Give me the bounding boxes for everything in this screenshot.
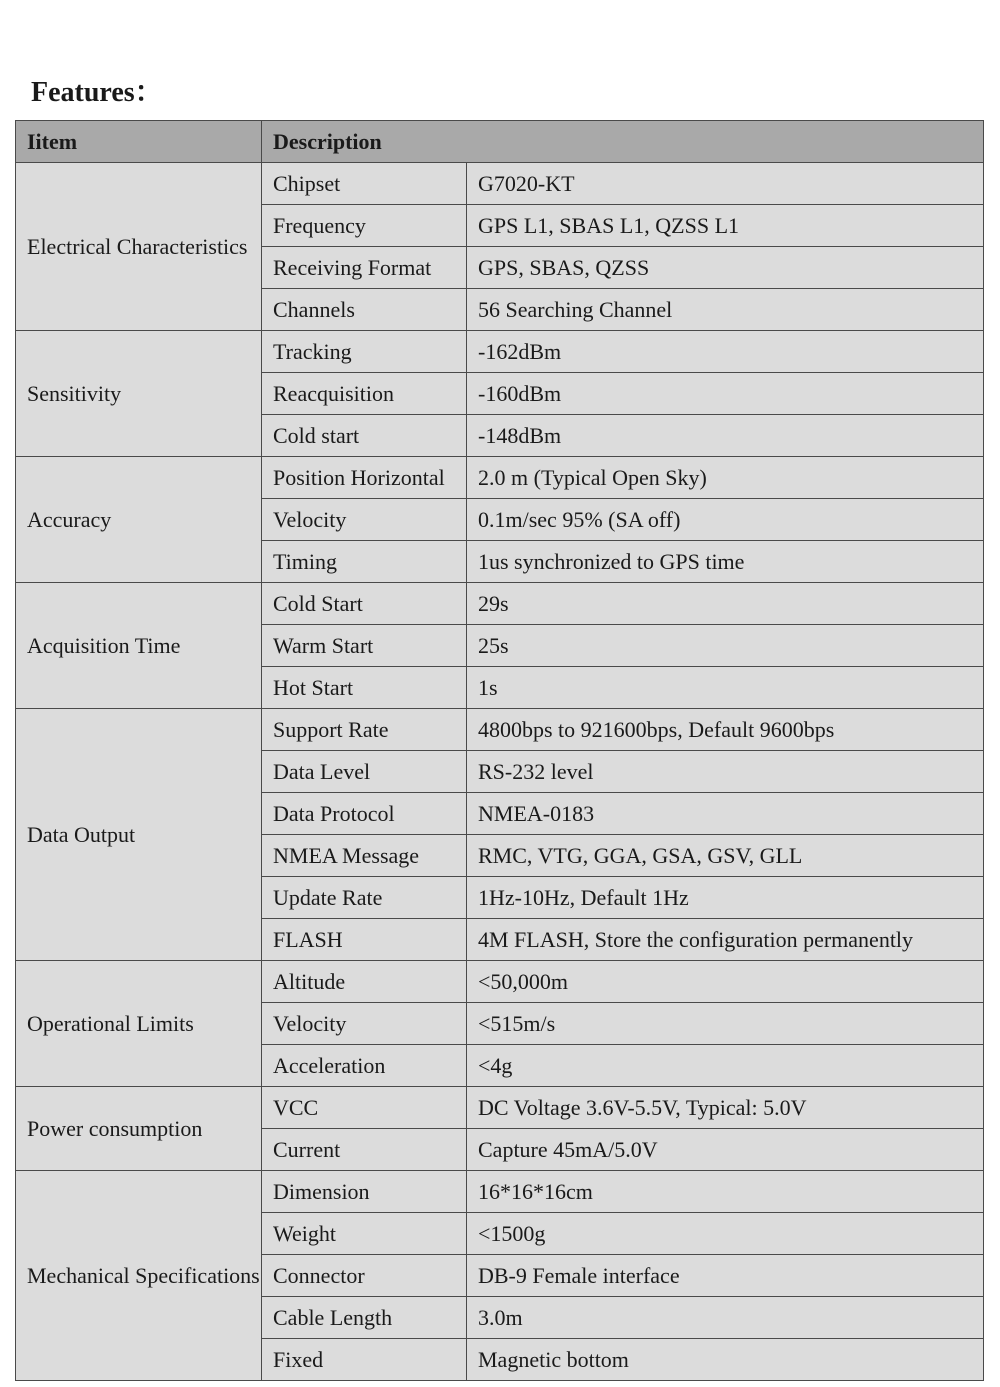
- value-cell: Magnetic bottom: [467, 1339, 984, 1381]
- parameter-cell: Cold Start: [262, 583, 467, 625]
- features-table: [15, 120, 984, 1381]
- group-label: Sensitivity: [16, 331, 262, 457]
- header-item: Iitem: [16, 121, 262, 163]
- page-title: Features：: [31, 77, 163, 108]
- value-cell: 3.0m: [467, 1297, 984, 1339]
- group-label: Operational Limits: [16, 961, 262, 1087]
- group-label: Acquisition Time: [16, 583, 262, 709]
- table-row: [16, 961, 984, 1003]
- table-row: [16, 709, 984, 751]
- table-body: [16, 163, 984, 1381]
- group-label: Electrical Characteristics: [16, 163, 262, 331]
- parameter-cell: Acceleration: [262, 1045, 467, 1087]
- parameter-cell: Velocity: [262, 1003, 467, 1045]
- value-cell: 56 Searching Channel: [467, 289, 984, 331]
- parameter-cell: Timing: [262, 541, 467, 583]
- parameter-cell: Data Protocol: [262, 793, 467, 835]
- parameter-cell: Fixed: [262, 1339, 467, 1381]
- parameter-cell: Frequency: [262, 205, 467, 247]
- group-label: Data Output: [16, 709, 262, 961]
- table-row: [16, 457, 984, 499]
- parameter-cell: Tracking: [262, 331, 467, 373]
- value-cell: <4g: [467, 1045, 984, 1087]
- value-cell: <515m/s: [467, 1003, 984, 1045]
- value-cell: G7020-KT: [467, 163, 984, 205]
- parameter-cell: Connector: [262, 1255, 467, 1297]
- parameter-cell: Update Rate: [262, 877, 467, 919]
- parameter-cell: Warm Start: [262, 625, 467, 667]
- value-cell: RMC, VTG, GGA, GSA, GSV, GLL: [467, 835, 984, 877]
- parameter-cell: Reacquisition: [262, 373, 467, 415]
- value-cell: NMEA-0183: [467, 793, 984, 835]
- parameter-cell: Dimension: [262, 1171, 467, 1213]
- parameter-cell: Position Horizontal: [262, 457, 467, 499]
- value-cell: -162dBm: [467, 331, 984, 373]
- parameter-cell: FLASH: [262, 919, 467, 961]
- value-cell: 29s: [467, 583, 984, 625]
- parameter-cell: Cold start: [262, 415, 467, 457]
- value-cell: 1s: [467, 667, 984, 709]
- value-cell: 4800bps to 921600bps, Default 9600bps: [467, 709, 984, 751]
- value-cell: <50,000m: [467, 961, 984, 1003]
- value-cell: 25s: [467, 625, 984, 667]
- parameter-cell: Hot Start: [262, 667, 467, 709]
- parameter-cell: Chipset: [262, 163, 467, 205]
- value-cell: 4M FLASH, Store the configuration permanently: [467, 919, 984, 961]
- value-cell: 16*16*16cm: [467, 1171, 984, 1213]
- parameter-cell: Channels: [262, 289, 467, 331]
- parameter-cell: NMEA Message: [262, 835, 467, 877]
- parameter-cell: Cable Length: [262, 1297, 467, 1339]
- group-label: Power consumption: [16, 1087, 262, 1171]
- table-row: [16, 583, 984, 625]
- value-cell: RS-232 level: [467, 751, 984, 793]
- parameter-cell: Current: [262, 1129, 467, 1171]
- parameter-cell: Support Rate: [262, 709, 467, 751]
- table-row: [16, 1087, 984, 1129]
- parameter-cell: VCC: [262, 1087, 467, 1129]
- parameter-cell: Data Level: [262, 751, 467, 793]
- table-row: [16, 163, 984, 205]
- parameter-cell: Velocity: [262, 499, 467, 541]
- parameter-cell: Altitude: [262, 961, 467, 1003]
- value-cell: DC Voltage 3.6V-5.5V, Typical: 5.0V: [467, 1087, 984, 1129]
- group-label: Mechanical Specifications: [16, 1171, 262, 1381]
- value-cell: <1500g: [467, 1213, 984, 1255]
- value-cell: 0.1m/sec 95% (SA off): [467, 499, 984, 541]
- table-header-row: [16, 121, 984, 163]
- value-cell: GPS L1, SBAS L1, QZSS L1: [467, 205, 984, 247]
- value-cell: 1Hz-10Hz, Default 1Hz: [467, 877, 984, 919]
- table-row: [16, 331, 984, 373]
- parameter-cell: Receiving Format: [262, 247, 467, 289]
- table-row: [16, 1171, 984, 1213]
- value-cell: 2.0 m (Typical Open Sky): [467, 457, 984, 499]
- group-label: Accuracy: [16, 457, 262, 583]
- value-cell: DB-9 Female interface: [467, 1255, 984, 1297]
- value-cell: GPS, SBAS, QZSS: [467, 247, 984, 289]
- header-description: Description: [262, 121, 984, 163]
- value-cell: -148dBm: [467, 415, 984, 457]
- value-cell: -160dBm: [467, 373, 984, 415]
- value-cell: 1us synchronized to GPS time: [467, 541, 984, 583]
- parameter-cell: Weight: [262, 1213, 467, 1255]
- value-cell: Capture 45mA/5.0V: [467, 1129, 984, 1171]
